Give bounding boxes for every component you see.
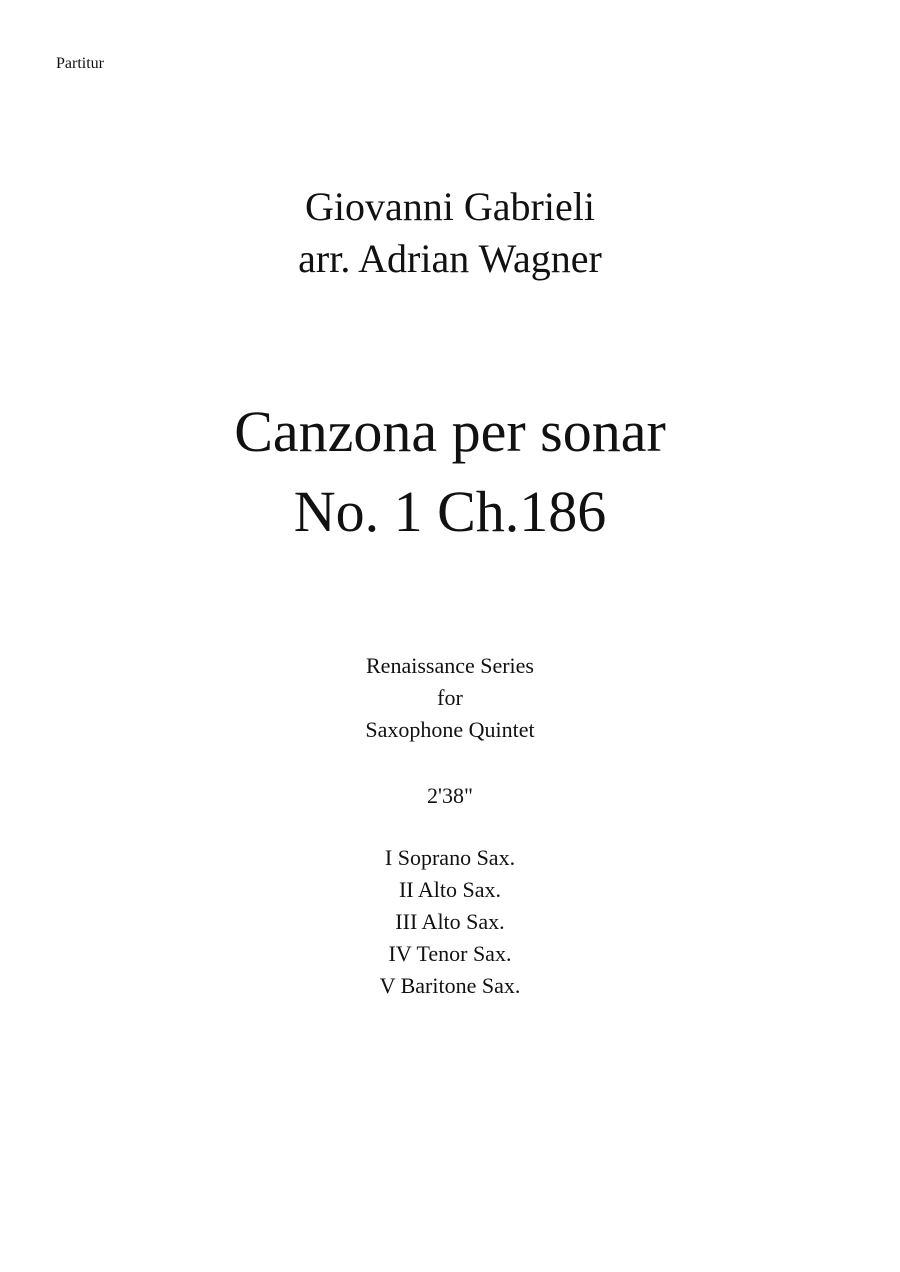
duration: 2'38"	[427, 783, 473, 808]
series-name: Renaissance Series	[366, 653, 534, 678]
instrument-item: II Alto Sax.	[398, 877, 502, 902]
piece-title-line-2: No. 1 Ch.186	[293, 479, 607, 544]
for-text: for	[437, 685, 463, 710]
score-type-label: Partitur	[56, 55, 104, 72]
instrument-item: IV Tenor Sax.	[388, 941, 512, 966]
ensemble-name: Saxophone Quintet	[365, 717, 535, 742]
instrument-list	[0, 842, 900, 1002]
instrument-item: III Alto Sax.	[395, 909, 505, 934]
instrument-item: I Soprano Sax.	[384, 845, 516, 870]
piece-title-line-1: Canzona per sonar	[234, 399, 666, 464]
instrument-item: V Baritone Sax.	[379, 973, 521, 998]
arranger-credit: arr. Adrian Wagner	[298, 236, 602, 281]
composer-name: Giovanni Gabrieli	[305, 184, 595, 229]
